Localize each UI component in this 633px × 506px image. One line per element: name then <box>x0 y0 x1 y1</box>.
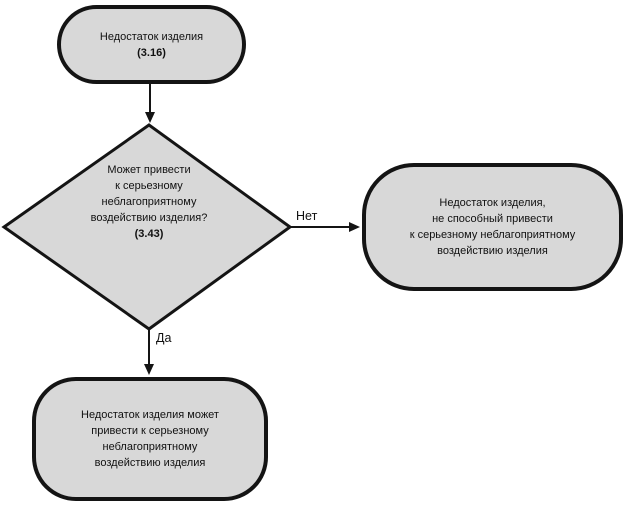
node-start <box>57 5 246 84</box>
arrow-decision-to-no <box>290 222 360 232</box>
node-decision-ref: (3.43) <box>134 228 164 240</box>
node-yes-outcome <box>32 377 268 501</box>
node-decision-label: Может привести к серьезному неблагоприятному воздействию изделия? <box>90 164 208 224</box>
edge-label-yes: Да <box>156 331 172 345</box>
arrow-decision-to-yes <box>144 329 154 375</box>
node-decision <box>39 162 259 242</box>
node-start-ref: (3.16) <box>137 46 166 59</box>
node-yes-outcome-label: Недостаток изделия может привести к серьезному неблагоприятному воздействию изделия <box>81 409 219 469</box>
node-no-outcome <box>362 163 623 291</box>
arrow-start-to-decision <box>145 82 155 123</box>
edge-label-no: Нет <box>296 209 318 223</box>
node-start-label: Недостаток изделия <box>99 30 204 43</box>
node-no-outcome-label: Недостаток изделия, не способный привести к серьезному неблагоприятному воздействию изделия <box>409 197 576 257</box>
